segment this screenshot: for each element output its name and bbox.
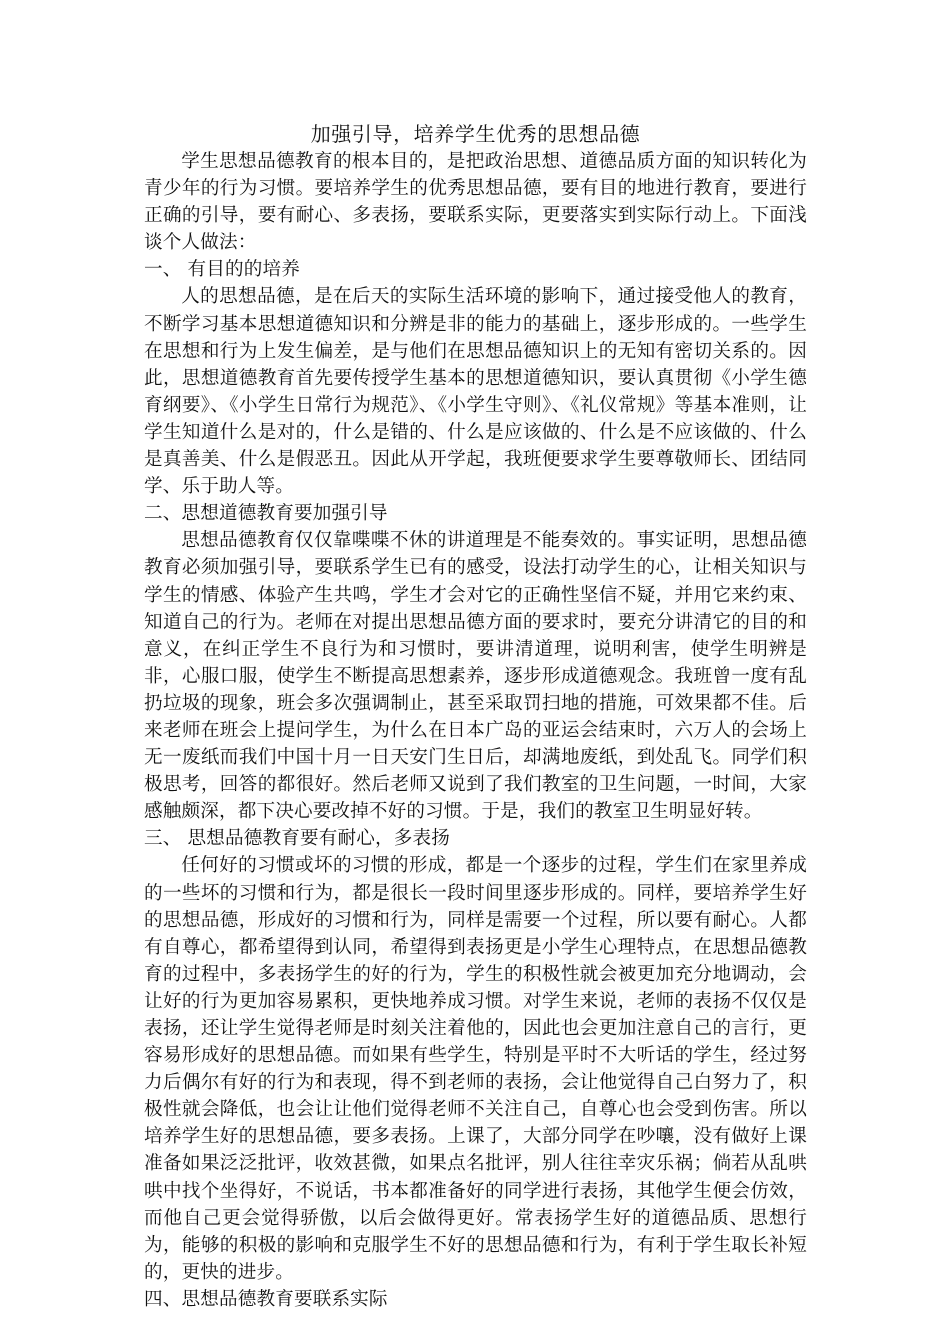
section-body-3: 任何好的习惯或坏的习惯的形成，都是一个逐步的过程，学生们在家里养成的一些坏的习惯和行为，都是很长一段时间里逐步形成的。同样，要培养学生好的思想品德，形成好的习惯和行为，同样是需要一个过程，所以要有耐心。人都有自尊心，都希望得到认同，希望得到表扬更是小学生心理特点，在思想品德教育的过程中，多表扬学生的好的行为，学生的积极性就会被更加充分地调动，会让好的行为更加容易累积，更快地养成习惯。对学生来说，老师的表扬不仅仅是表扬，还让学生觉得老师是时刻关注着他的，因此也会更加注意自己的言行，更容易形成好的思想品德。而如果有些学生，特别是平时不大听话的学生，经过努力后偶尔有好的行为和表现，得不到老师的表扬，会让他觉得自己白努力了，积极性就会降低，也会让让他们觉得老师不关注自己，自尊心也会受到伤害。所以培养学生好的思想品德，要多表扬。上课了，大部分同学在吵嚷，没有做好上课准备如果泛泛批评，收效甚微，如果点名批评，别人往往幸灾乐祸；倘若从乱哄哄中找个坐得好，不说话，书本都准备好的同学进行表扬，其他学生便会仿效，而他自己更会觉得骄傲，以后会做得更好。常表扬学生好的道德品质、思想行为，能够的积极的影响和克服学生不好的思想品德和行为，有利于学生取长补短的，更快的进步。: [144, 855, 807, 1283]
section-heading-4: 四、思想品德教育要联系实际: [144, 1288, 388, 1310]
section-heading-1: 一、 有目的的培养: [144, 259, 301, 281]
section-body-2: 思想品德教育仅仅靠喋喋不休的讲道理是不能奏效的。事实证明，思想品德教育必须加强引导，要联系学生已有的感受，设法打动学生的心，让相关知识与学生的情感、体验产生共鸣，学生才会对它的正确性坚信不疑，并用它来约束、知道自己的行为。老师在对提出思想品德方面的要求时，要充分讲清它的目的和意义，在纠正学生不良行为和习惯时，要讲清道理，说明利害，使学生明辨是非，心服口服，使学生不断提高思想素养，逐步形成道德观念。我班曾一度有乱扔垃圾的现象，班会多次强调制止，甚至采取罚扫地的措施，可效果都不佳。后来老师在班会上提问学生，为什么在日本广岛的亚运会结束时，六万人的会场上无一废纸而我们中国十月一日天安门生日后，却满地废纸，到处乱飞。同学们积极思考，回答的都很好。然后老师又说到了我们教室的卫生问题，一时间，大家感触颇深，都下决心要改掉不好的习惯。于是，我们的教室卫生明显好转。: [144, 530, 807, 823]
section-heading-3: 三、 思想品德教育要有耐心，多表扬: [144, 828, 450, 850]
section-heading-2: 二、思想道德教育要加强引导: [144, 503, 388, 525]
intro-paragraph: 学生思想品德教育的根本目的，是把政治思想、道德品质方面的知识转化为青少年的行为习惯。要培养学生的优秀思想品德，要有目的地进行教育，要进行正确的引导，要有耐心、多表扬，要联系实际，更要落实到实际行动上。下面浅谈个人做法：: [144, 151, 807, 254]
section-body-1: 人的思想品德，是在后天的实际生活环境的影响下，通过接受他人的教育，不断学习基本思想道德知识和分辨是非的能力的基础上，逐步形成的。一些学生在思想和行为上发生偏差，是与他们在思想品德知识上的无知有密切关系的。因此，思想道德教育首先要传授学生基本的思想道德知识，要认真贯彻《小学生德育纲要》、《小学生日常行为规范》、《小学生守则》、《礼仪常规》等基本准则，让学生知道什么是对的，什么是错的、什么是应该做的、什么是不应该做的、什么是真善美、什么是假恶丑。因此从开学起，我班便要求学生要尊敬师长、团结同学、乐于助人等。: [144, 286, 807, 498]
document-page: [144, 120, 807, 1313]
document-title: 加强引导，培养学生优秀的思想品德: [310, 122, 641, 146]
